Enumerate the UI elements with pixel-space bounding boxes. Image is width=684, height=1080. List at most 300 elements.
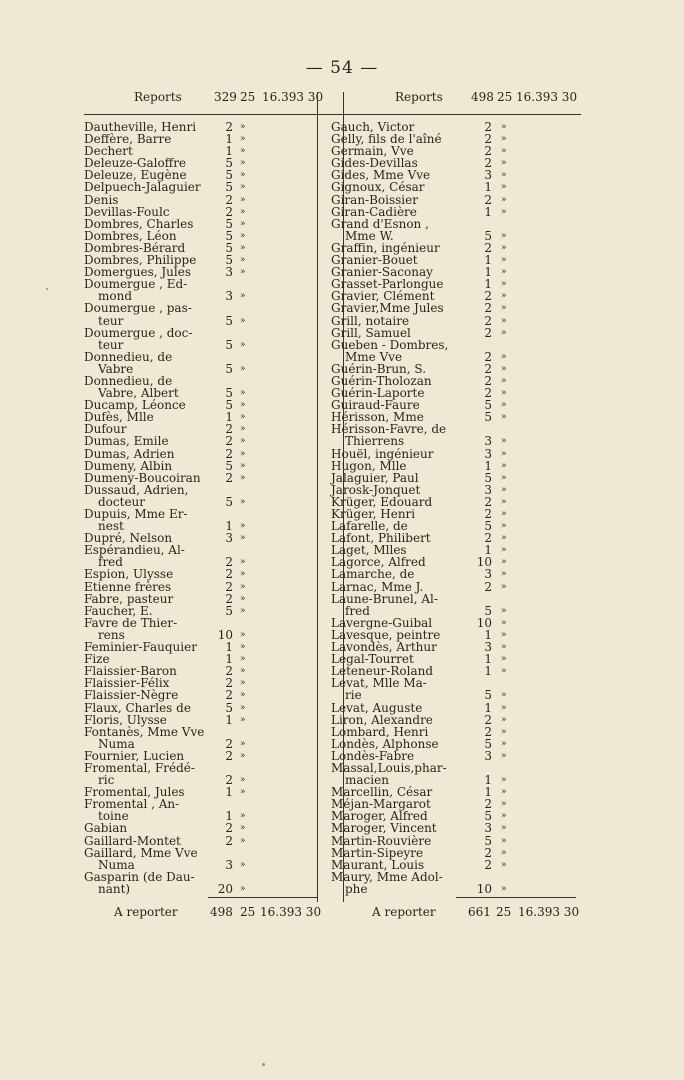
subscription-cents-mark: » <box>240 581 246 592</box>
subscription-cents-mark: » <box>501 182 507 193</box>
left-carry-forward-total: 16.393 30 <box>260 905 322 919</box>
subscriber-name: teur <box>98 313 124 328</box>
subscriber-name: Grand d'Esnon , <box>331 216 429 231</box>
subscription-cents-mark: » <box>240 557 246 568</box>
list-item <box>331 302 581 314</box>
subscriber-name: rens <box>98 627 125 642</box>
right-carry-forward-cents: 25 <box>496 905 512 919</box>
list-item <box>331 460 581 472</box>
subscription-amount: 5 <box>225 216 233 231</box>
subscription-amount: 3 <box>484 446 492 461</box>
subscriber-name: Lamarche, de <box>331 567 415 582</box>
subscription-amount: 2 <box>484 845 492 860</box>
list-item <box>331 194 581 206</box>
list-item <box>84 689 346 701</box>
subscription-amount: 3 <box>225 857 233 872</box>
subscriber-name: Lavesque, peintre <box>331 627 441 642</box>
subscription-amount: 1 <box>225 785 233 800</box>
subscriber-name: Deleuze, Eugène <box>84 168 187 183</box>
subscriber-name: Fromental, Frédé- <box>84 760 195 775</box>
subscription-cents-mark: » <box>240 642 246 653</box>
subscriber-name: Méjan-Margarot <box>331 797 431 812</box>
subscription-amount: 1 <box>484 253 492 268</box>
list-item <box>331 339 581 351</box>
left-top-rule <box>84 114 346 115</box>
subscription-cents-mark: » <box>240 593 246 604</box>
subscription-cents-mark: » <box>240 170 246 181</box>
subscription-amount: 10 <box>476 555 492 570</box>
subscriber-name: Ducamp, Léonce <box>84 398 186 413</box>
subscription-amount: 3 <box>225 531 233 546</box>
subscription-amount: 5 <box>484 809 492 824</box>
subscriber-name: Numa <box>98 857 135 872</box>
subscriber-name: Giran-Cadière <box>331 204 417 219</box>
right-carry-forward-label: A reporter <box>372 905 436 919</box>
subscription-amount: 5 <box>484 398 492 413</box>
subscriber-name: Dupré, Nelson <box>84 531 173 546</box>
subscriber-name: Liron, Alexandre <box>331 712 433 727</box>
list-item <box>331 472 581 484</box>
subscription-cents-mark: » <box>501 883 507 894</box>
subscriber-name: Dumeny, Albin <box>84 458 173 473</box>
subscriber-name: Laune-Brunel, Al- <box>331 591 438 606</box>
right-entries-list <box>331 121 581 895</box>
subscriber-name: Dumeny-Boucoiran <box>84 470 201 485</box>
list-item <box>331 206 581 218</box>
subscriber-name: nest <box>98 519 124 534</box>
list-item <box>331 726 581 738</box>
subscription-amount: 5 <box>484 736 492 751</box>
subscription-amount: 2 <box>484 386 492 401</box>
subscriber-name: Londès, Alphonse <box>331 736 439 751</box>
subscriber-name: Donnedieu, de <box>84 373 173 388</box>
subscription-cents-mark: » <box>240 194 246 205</box>
subscriber-name: docteur <box>98 494 146 509</box>
subscriber-name: Gravier, Clément <box>331 289 435 304</box>
subscription-amount: 5 <box>225 603 233 618</box>
list-item <box>84 327 346 339</box>
subscription-cents-mark: » <box>501 460 507 471</box>
subscription-amount: 1 <box>484 785 492 800</box>
subscriber-name: Doumergue , pas- <box>84 301 192 316</box>
subscription-amount: 2 <box>484 144 492 159</box>
subscription-amount: 2 <box>225 204 233 219</box>
subscription-amount: 5 <box>225 253 233 268</box>
subscription-cents-mark: » <box>501 400 507 411</box>
subscription-amount: 2 <box>225 748 233 763</box>
subscription-amount: 2 <box>225 773 233 788</box>
subscription-cents-mark: » <box>501 230 507 241</box>
subscription-amount: 5 <box>484 688 492 703</box>
subscription-amount: 5 <box>225 168 233 183</box>
subscription-amount: 2 <box>225 676 233 691</box>
subscription-cents-mark: » <box>240 158 246 169</box>
subscription-amount: 1 <box>484 700 492 715</box>
subscription-cents-mark: » <box>501 255 507 266</box>
subscription-cents-mark: » <box>501 496 507 507</box>
subscription-cents-mark: » <box>501 194 507 205</box>
subscriber-name: Gaillard, Mme Vve <box>84 845 198 860</box>
subscription-cents-mark: » <box>501 375 507 386</box>
list-item <box>84 835 346 847</box>
list-item <box>84 714 346 726</box>
subscription-cents-mark: » <box>501 557 507 568</box>
subscription-amount: 3 <box>484 567 492 582</box>
subscriber-name: Martin-Rouvière <box>331 833 432 848</box>
subscription-amount: 2 <box>484 361 492 376</box>
list-item <box>331 568 581 580</box>
subscription-cents-mark: » <box>501 787 507 798</box>
subscription-amount: 2 <box>225 555 233 570</box>
subscription-amount: 2 <box>484 373 492 388</box>
subscription-amount: 2 <box>225 434 233 449</box>
subscriber-name: Levat, Mlle Ma- <box>331 676 427 691</box>
subscription-amount: 2 <box>484 507 492 521</box>
subscription-cents-mark: » <box>501 388 507 399</box>
subscriber-name: Flaissier-Baron <box>84 664 177 679</box>
subscriber-name: Hérisson, Mme <box>331 410 424 425</box>
subscriber-name: nant) <box>98 881 131 896</box>
subscription-cents-mark: » <box>501 823 507 834</box>
subscription-cents-mark: » <box>501 484 507 495</box>
subscriber-name: Guiraud-Faure <box>331 398 420 413</box>
subscription-amount: 1 <box>225 712 233 727</box>
subscription-amount: 1 <box>225 144 233 159</box>
subscription-cents-mark: » <box>240 134 246 145</box>
subscriber-name: Delpuech-Jalaguier <box>84 180 201 195</box>
subscription-amount: 2 <box>484 132 492 147</box>
subscription-cents-mark: » <box>240 750 246 761</box>
subscriber-name: Dufès, Mlle <box>84 410 154 425</box>
subscription-cents-mark: » <box>501 581 507 592</box>
subscriber-name: Mme W. <box>345 228 394 243</box>
list-item <box>84 339 346 351</box>
subscriber-name: Gelly, fils de l'aîné <box>331 132 442 147</box>
subscription-amount: 5 <box>225 361 233 376</box>
subscriber-name: Flaux, Charles de <box>84 700 191 715</box>
subscription-amount: 2 <box>484 349 492 364</box>
subscriber-name: Fromental, Jules <box>84 785 185 800</box>
subscriber-name: Hugon, Mlle <box>331 458 407 473</box>
left-entries-list <box>84 121 346 895</box>
subscriber-name: Numa <box>98 736 135 751</box>
subscriber-name: Etienne frères <box>84 579 172 594</box>
list-item <box>84 593 346 605</box>
list-item <box>84 435 346 447</box>
subscriber-name: Gides, Mme Vve <box>331 168 431 183</box>
list-item <box>84 302 346 314</box>
subscriber-name: Gravier,Mme Jules <box>331 301 444 316</box>
subscription-amount: 1 <box>225 640 233 655</box>
subscription-amount: 2 <box>484 301 492 316</box>
subscription-cents-mark: » <box>240 315 246 326</box>
subscription-amount: 1 <box>484 204 492 219</box>
subscription-amount: 3 <box>225 289 233 304</box>
subscriber-name: Doumergue , doc- <box>84 325 193 340</box>
subscriber-name: Dufour <box>84 422 127 437</box>
subscription-cents-mark: » <box>501 726 507 737</box>
subscription-cents-mark: » <box>240 388 246 399</box>
list-item <box>84 206 346 218</box>
subscription-amount: 20 <box>217 881 233 896</box>
subscription-amount: 1 <box>225 410 233 425</box>
subscription-cents-mark: » <box>501 714 507 725</box>
subscriber-name: Germain, Vve <box>331 144 414 159</box>
subscriber-name: Gabian <box>84 821 128 836</box>
subscription-amount: 3 <box>484 434 492 449</box>
subscriber-name: Lafont, Philibert <box>331 531 431 546</box>
list-item <box>84 883 346 895</box>
subscription-amount: 2 <box>225 192 233 207</box>
subscriber-name: Devillas-Foulc <box>84 204 170 219</box>
list-item <box>84 847 346 859</box>
subscription-cents-mark: » <box>501 315 507 326</box>
subscription-amount: 10 <box>476 881 492 896</box>
subscriber-name: Legal-Tourret <box>331 652 414 667</box>
subscription-amount: 2 <box>484 797 492 812</box>
subscription-amount: 2 <box>484 857 492 872</box>
list-item <box>84 762 346 774</box>
subscription-cents-mark: » <box>240 811 246 822</box>
subscriber-name: Hérisson-Favre, de <box>331 422 447 437</box>
subscription-amount: 1 <box>484 627 492 642</box>
subscriber-name: Fabre, pasteur <box>84 591 174 606</box>
subscription-amount: 1 <box>484 458 492 473</box>
subscription-cents-mark: » <box>240 122 246 132</box>
list-item <box>84 702 346 714</box>
subscriber-name: Floris, Ulysse <box>84 712 167 727</box>
subscriber-name: Laget, Mlles <box>331 543 407 558</box>
subscription-amount: 1 <box>484 773 492 788</box>
subscription-cents-mark: » <box>501 545 507 556</box>
subscriber-name: Fournier, Lucien <box>84 748 185 763</box>
subscriber-name: Gauch, Victor <box>331 120 415 134</box>
subscription-amount: 5 <box>225 228 233 243</box>
subscriber-name: Donnedieu, de <box>84 349 173 364</box>
subscriber-name: Gueben - Dombres, <box>331 337 449 352</box>
list-item <box>331 315 581 327</box>
subscription-cents-mark: » <box>240 775 246 786</box>
list-item <box>331 835 581 847</box>
subscriber-name: Maroger, Alfred <box>331 809 428 824</box>
right-reports-row <box>331 90 581 108</box>
subscription-cents-mark: » <box>501 847 507 858</box>
subscription-amount: 5 <box>225 458 233 473</box>
subscription-cents-mark: » <box>501 134 507 145</box>
subscription-amount: 5 <box>225 313 233 328</box>
subscriber-name: Espérandieu, Al- <box>84 543 185 558</box>
subscriber-name: Domergues, Jules <box>84 265 191 280</box>
subscription-cents-mark: » <box>240 690 246 701</box>
subscriber-name: Maury, Mme Adol- <box>331 869 443 884</box>
subscriber-name: Houël, ingénieur <box>331 446 434 461</box>
subscription-cents-mark: » <box>501 279 507 290</box>
subscriber-name: Dumas, Adrien <box>84 446 175 461</box>
subscriber-name: fred <box>98 555 123 570</box>
subscription-cents-mark: » <box>240 230 246 241</box>
subscription-amount: 5 <box>484 228 492 243</box>
subscriber-name: Dumas, Emile <box>84 434 169 449</box>
subscriber-name: toine <box>98 809 129 824</box>
subscription-cents-mark: » <box>240 363 246 374</box>
subscription-amount: 5 <box>225 156 233 171</box>
subscriber-name: Dombres-Bérard <box>84 240 186 255</box>
subscriber-name: Larnac, Mme J. <box>331 579 424 594</box>
subscription-amount: 5 <box>225 337 233 352</box>
subscription-cents-mark: » <box>240 738 246 749</box>
list-item <box>84 194 346 206</box>
list-item <box>331 859 581 871</box>
subscription-amount: 3 <box>225 265 233 280</box>
subscription-cents-mark: » <box>240 859 246 870</box>
subscription-cents-mark: » <box>501 267 507 278</box>
subscription-amount: 5 <box>484 833 492 848</box>
subscriber-name: Vabre <box>98 361 134 376</box>
subscription-amount: 2 <box>484 156 492 171</box>
subscription-cents-mark: » <box>240 472 246 483</box>
subscription-cents-mark: » <box>240 533 246 544</box>
subscription-cents-mark: » <box>501 242 507 253</box>
list-item <box>331 714 581 726</box>
subscription-cents-mark: » <box>240 255 246 266</box>
left-column-divider <box>317 92 318 902</box>
subscription-amount: 2 <box>225 579 233 594</box>
subscription-amount: 1 <box>484 180 492 195</box>
subscription-cents-mark: » <box>501 351 507 362</box>
subscription-amount: 2 <box>484 313 492 328</box>
subscription-cents-mark: » <box>501 690 507 701</box>
right-reports-cents: 25 <box>497 90 513 104</box>
subscriber-name: Jalaguier, Paul <box>331 470 419 485</box>
subscription-amount: 3 <box>484 168 492 183</box>
right-reports-label: Reports <box>395 90 443 104</box>
subscriber-name: Dombres, Philippe <box>84 253 197 268</box>
list-item <box>84 315 346 327</box>
subscription-cents-mark: » <box>501 122 507 132</box>
subscriber-name: Lavondès, Arthur <box>331 640 437 655</box>
subscriber-name: mond <box>98 289 133 304</box>
subscription-cents-mark: » <box>501 146 507 157</box>
subscription-cents-mark: » <box>240 206 246 217</box>
subscriber-name: Guérin-Tholozan <box>331 373 432 388</box>
subscription-amount: 1 <box>225 809 233 824</box>
subscription-cents-mark: » <box>240 787 246 798</box>
subscription-cents-mark: » <box>240 496 246 507</box>
subscriber-name: Krüger, Henri <box>331 507 416 521</box>
subscriber-name: Faucher, E. <box>84 603 153 618</box>
subscription-amount: 3 <box>484 640 492 655</box>
subscription-amount: 10 <box>217 627 233 642</box>
subscriber-name: Maurant, Louis <box>331 857 425 872</box>
subscription-cents-mark: » <box>501 158 507 169</box>
list-item <box>331 847 581 859</box>
subscription-cents-mark: » <box>501 363 507 374</box>
subscription-amount: 5 <box>484 470 492 485</box>
subscriber-name: Levat, Auguste <box>331 700 423 715</box>
subscriber-name: Massal,Louis,phar- <box>331 760 447 775</box>
subscription-cents-mark: » <box>240 714 246 725</box>
subscription-amount: 5 <box>484 410 492 425</box>
subscription-cents-mark: » <box>501 412 507 423</box>
subscriber-name: Marcellin, César <box>331 785 433 800</box>
right-reports-total: 16.393 30 <box>516 90 578 104</box>
subscription-cents-mark: » <box>501 835 507 846</box>
subscriber-name: Flaissier-Félix <box>84 676 170 691</box>
list-item <box>84 544 346 556</box>
subscription-cents-mark: » <box>240 400 246 411</box>
subscriber-name: Guérin-Brun, S. <box>331 361 427 376</box>
left-bottom-rule <box>208 897 318 898</box>
subscription-amount: 10 <box>476 615 492 630</box>
subscription-cents-mark: » <box>501 859 507 870</box>
left-reports-total: 16.393 30 <box>262 90 324 104</box>
subscriber-name: ric <box>98 773 115 788</box>
subscription-cents-mark: » <box>240 412 246 423</box>
subscriber-name: Grill, notaire <box>331 313 410 328</box>
subscription-amount: 2 <box>484 724 492 739</box>
list-item <box>84 472 346 484</box>
subscription-cents-mark: » <box>501 799 507 810</box>
right-carry-forward-count: 661 <box>468 905 491 919</box>
subscription-amount: 2 <box>225 821 233 836</box>
subscription-amount: 2 <box>225 736 233 751</box>
subscriber-name: Fromental , An- <box>84 797 180 812</box>
subscription-cents-mark: » <box>240 460 246 471</box>
subscriber-name: Gasparin (de Dau- <box>84 869 195 884</box>
subscription-cents-mark: » <box>501 170 507 181</box>
subscriber-name: Gignoux, César <box>331 180 425 195</box>
subscription-cents-mark: » <box>501 605 507 616</box>
list-item <box>331 435 581 447</box>
subscriber-name: Mme Vve <box>345 349 403 364</box>
subscriber-name: Maroger, Vincent <box>331 821 437 836</box>
subscription-amount: 3 <box>484 482 492 497</box>
list-item <box>331 689 581 701</box>
list-item <box>331 327 581 339</box>
list-item <box>84 448 346 460</box>
subscription-cents-mark: » <box>501 206 507 217</box>
subscriber-name: Guérin-Laporte <box>331 386 425 401</box>
paper-speck <box>46 288 48 290</box>
subscription-cents-mark: » <box>240 654 246 665</box>
left-reports-cents: 25 <box>240 90 256 104</box>
list-item <box>331 702 581 714</box>
subscription-cents-mark: » <box>240 629 246 640</box>
subscription-cents-mark: » <box>501 436 507 447</box>
subscriber-name: Espion, Ulysse <box>84 567 174 582</box>
subscriber-name: Lavergne-Guibal <box>331 615 433 630</box>
subscription-amount: 2 <box>225 422 233 437</box>
subscriber-name: Londès-Fabre <box>331 748 415 763</box>
subscriber-name: Leteneur-Roland <box>331 664 434 679</box>
list-item <box>84 859 346 871</box>
subscriber-name: Granier-Saconay <box>331 265 433 280</box>
subscriber-name: Favre de Thier- <box>84 615 178 630</box>
subscription-cents-mark: » <box>501 775 507 786</box>
subscription-cents-mark: » <box>240 267 246 278</box>
subscriber-name: Lombard, Henri <box>331 724 429 739</box>
subscription-amount: 2 <box>225 567 233 582</box>
subscription-amount: 1 <box>484 277 492 292</box>
subscription-cents-mark: » <box>240 823 246 834</box>
subscription-amount: 5 <box>225 700 233 715</box>
subscription-amount: 2 <box>225 446 233 461</box>
subscription-cents-mark: » <box>240 291 246 302</box>
subscription-amount: 5 <box>225 386 233 401</box>
subscription-amount: 5 <box>484 519 492 534</box>
list-item <box>331 593 581 605</box>
subscriber-name: Gaillard-Montet <box>84 833 181 848</box>
